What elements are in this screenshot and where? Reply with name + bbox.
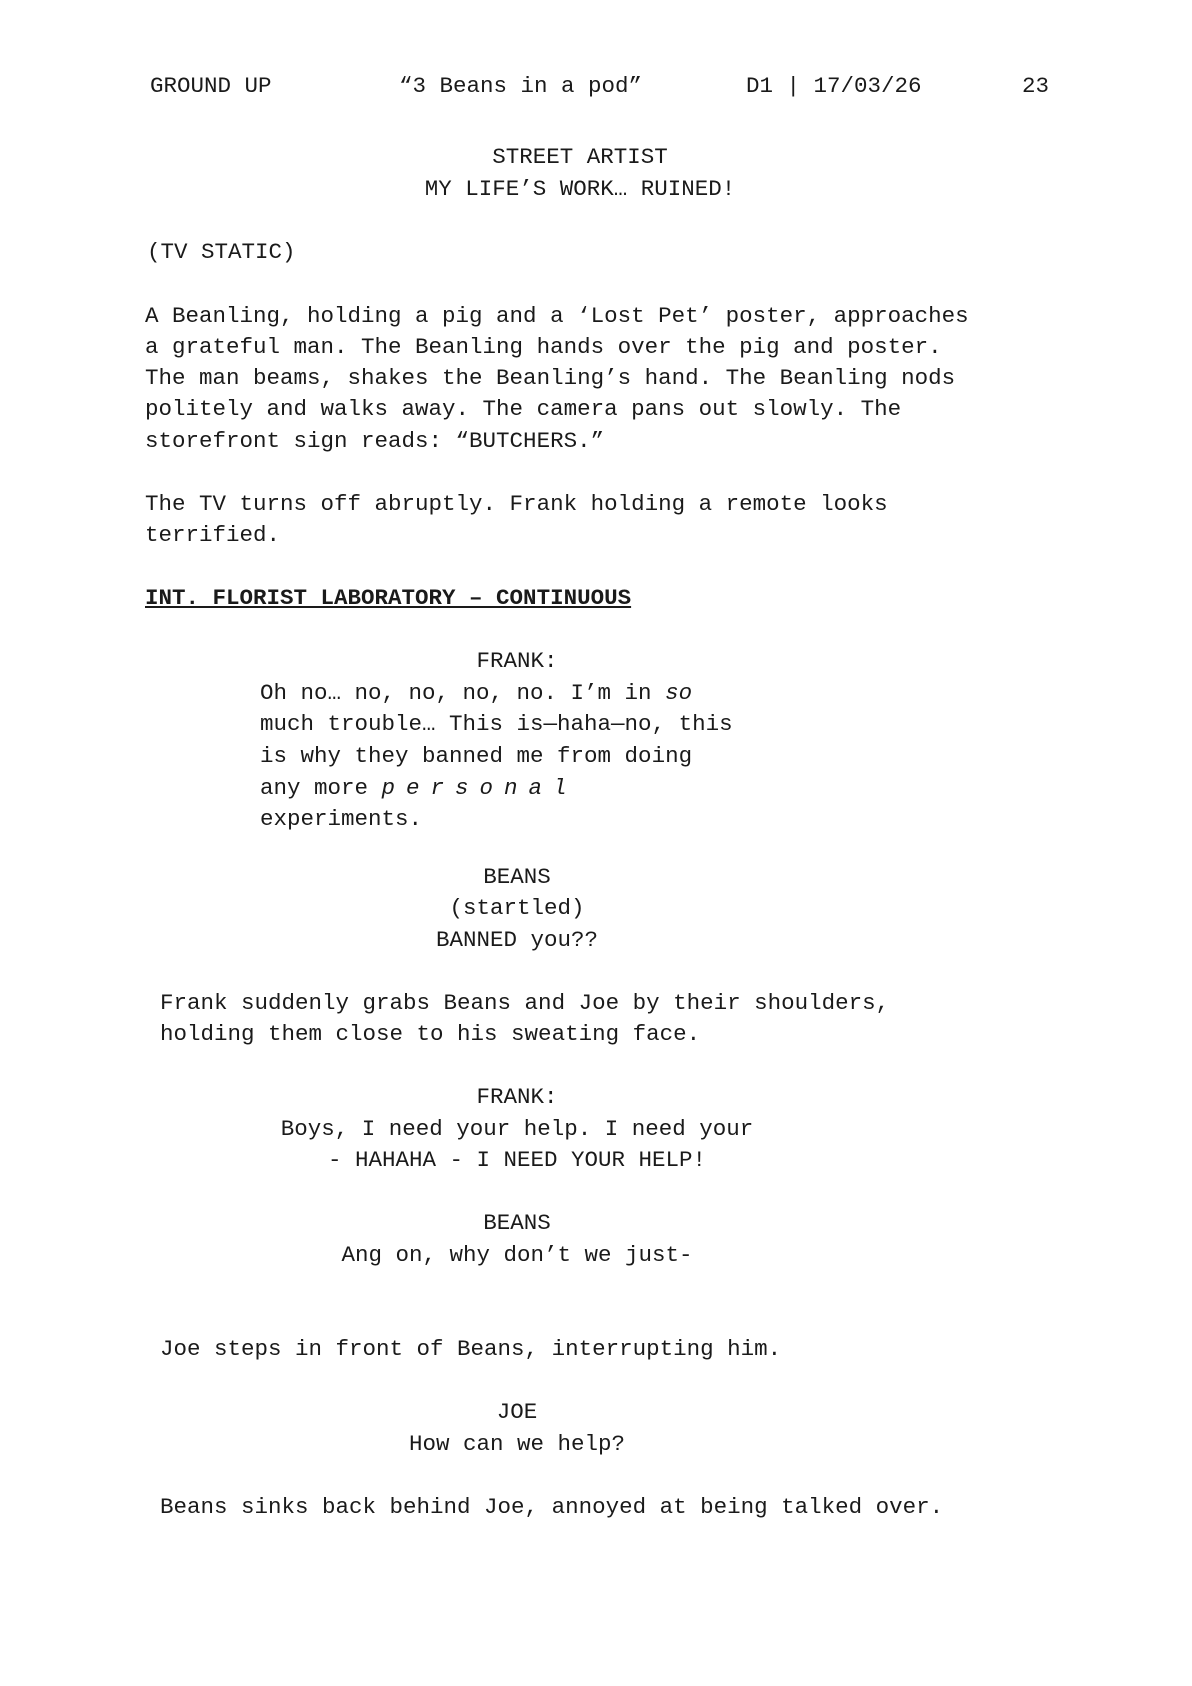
dialogue-line: - HAHAHA - I NEED YOUR HELP!: [327, 1147, 707, 1173]
header-draft-date: D1 | 17/03/26: [746, 73, 922, 99]
action-line: Beans sinks back behind Joe, annoyed at being talked over.: [160, 1494, 944, 1520]
character-cue: BEANS: [483, 1210, 551, 1236]
action-line: storefront sign reads: “BUTCHERS.”: [145, 428, 605, 454]
action-line: The TV turns off abruptly. Frank holding a remote looks: [145, 491, 888, 517]
character-cue: JOE: [496, 1399, 538, 1425]
header-episode-title: “3 Beans in a pod”: [399, 73, 643, 99]
character-cue: FRANK:: [476, 648, 558, 674]
character-cue: FRANK:: [476, 1084, 558, 1110]
action-line: A Beanling, holding a pig and a ‘Lost Pet’ poster, approaches: [145, 303, 969, 329]
parenthetical: (startled): [449, 895, 585, 921]
header-page-number: 23: [1022, 73, 1050, 99]
dialogue-line: [260, 677, 692, 709]
dialogue-line: experiments.: [260, 806, 423, 832]
dialogue: How can we help?: [408, 1431, 626, 1457]
character-cue: STREET ARTIST: [492, 144, 668, 170]
dialogue-line: is why they banned me from doing: [260, 743, 693, 769]
action-line: a grateful man. The Beanling hands over the pig and poster.: [145, 334, 942, 360]
dialogue: MY LIFE’S WORK… RUINED!: [424, 176, 736, 202]
action-line: Joe steps in front of Beans, interrupting him.: [160, 1336, 782, 1362]
dialogue-emphasis: personal: [381, 775, 578, 801]
dialogue-text: any more: [260, 775, 382, 801]
dialogue-emphasis: so: [665, 680, 693, 706]
action-line: The man beams, shakes the Beanling’s hand. The Beanling nods: [145, 365, 956, 391]
dialogue-line: much trouble… This is—haha—no, this: [260, 711, 733, 737]
dialogue: BANNED you??: [435, 927, 599, 953]
dialogue-line: Boys, I need your help. I need your: [280, 1116, 754, 1142]
action-line: holding them close to his sweating face.: [160, 1021, 701, 1047]
sound-cue: (TV STATIC): [147, 239, 296, 265]
action-line: terrified.: [145, 522, 281, 548]
dialogue-text: Oh no… no, no, no, no. I’m in: [260, 680, 666, 706]
dialogue-line: [260, 772, 578, 804]
header-show-title: GROUND UP: [150, 73, 272, 99]
dialogue: Ang on, why don’t we just-: [341, 1242, 693, 1268]
scene-heading: INT. FLORIST LABORATORY – CONTINUOUS: [145, 585, 632, 611]
character-cue: BEANS: [483, 864, 551, 890]
action-line: Frank suddenly grabs Beans and Joe by their shoulders,: [160, 990, 890, 1016]
action-line: politely and walks away. The camera pans out slowly. The: [145, 396, 902, 422]
